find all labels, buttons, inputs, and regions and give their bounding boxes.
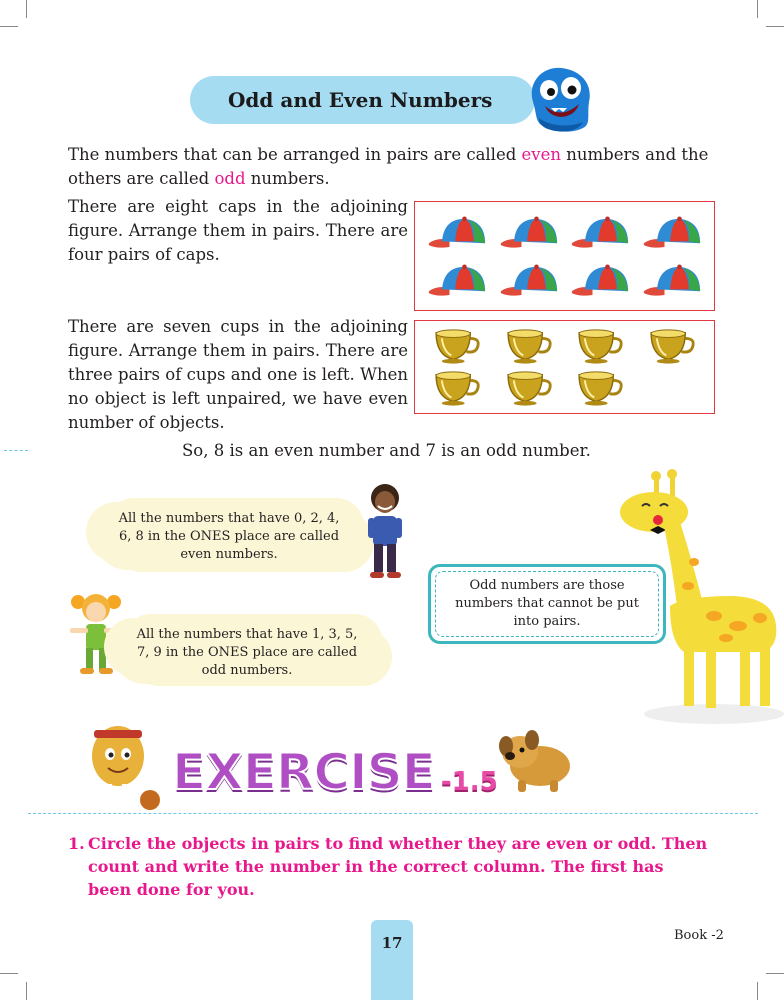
odd-definition-text: Odd numbers are those numbers that cannot be put into pairs. (455, 578, 639, 629)
even-rule-text: All the numbers that have 0, 2, 4, 6, 8 in the ONES place are called even numbers. (118, 511, 340, 562)
cap-icon (427, 261, 487, 299)
question-number: 1. (68, 834, 85, 853)
cap-icon (570, 213, 630, 251)
crop-mark-top-right-h (766, 26, 784, 27)
cap-icon (499, 261, 559, 299)
odd-rule-text: All the numbers that have 1, 3, 5, 7, 9 in the ONES place are called odd numbers. (136, 627, 358, 678)
cups-figure (414, 320, 715, 414)
exercise-number: -1.5 (440, 767, 498, 797)
exercise-heading (172, 732, 498, 802)
giraffe-character-icon (614, 466, 784, 726)
odd-keyword: odd (214, 169, 246, 188)
even-rule-bubble (94, 502, 364, 570)
intro-text-3: numbers. (245, 169, 330, 188)
cup-icon (575, 369, 625, 407)
cup-icon (575, 327, 625, 365)
page-number-tab (371, 920, 413, 1000)
crop-mark-bottom-left (26, 982, 27, 1000)
blue-blob-mascot-icon (525, 62, 595, 134)
exercise-divider (28, 813, 758, 814)
cap-icon (642, 261, 702, 299)
cup-icon (504, 327, 554, 365)
cup-icon (647, 327, 697, 365)
intro-text-1: The numbers that can be arranged in pairs are called (68, 145, 522, 164)
cap-icon (642, 213, 702, 251)
dog-character-icon (496, 726, 576, 796)
cup-icon (432, 327, 482, 365)
cup-icon (504, 369, 554, 407)
exercise-question-1 (68, 832, 708, 901)
crop-mark-bottom-left-h (0, 973, 18, 974)
page-title (190, 76, 535, 124)
crop-mark-bottom-right (757, 982, 758, 1000)
boy-character-icon (360, 480, 410, 580)
odd-rule-bubble (112, 618, 382, 684)
cups-grid (421, 325, 708, 409)
cap-icon (427, 213, 487, 251)
crop-mark-top-left (26, 0, 27, 18)
intro-text-2: numbers and the others are called (68, 145, 709, 188)
caps-grid (421, 208, 708, 304)
cap-icon (499, 213, 559, 251)
potato-character-icon (84, 712, 164, 812)
caps-paragraph: There are eight caps in the adjoining figure. Arrange them in pairs. There are four pairs of caps. (68, 197, 408, 264)
cup-icon (432, 369, 482, 407)
left-margin-dash (4, 450, 28, 451)
crop-mark-bottom-right-h (766, 973, 784, 974)
book-label: Book -2 (674, 928, 724, 943)
even-keyword: even (521, 145, 562, 164)
exercise-word: EXERCISE (172, 743, 435, 801)
cap-icon (570, 261, 630, 299)
cups-paragraph: There are seven cups in the adjoining figure. Arrange them in pairs. There are three pairs of cups and one is left. When no object is left unpaired, we have even number of objects. (68, 317, 408, 432)
crop-mark-top-right (757, 0, 758, 18)
crop-mark-top-left-h (0, 26, 18, 27)
conclusion-text: So, 8 is an even number and 7 is an odd number. (182, 441, 591, 460)
question-text: Circle the objects in pairs to find whether they are even or odd. Then count and write the number in the correct column. The first has been done for you. (88, 834, 708, 899)
page-number: 17 (381, 934, 403, 952)
page-title-text: Odd and Even Numbers (228, 88, 493, 112)
intro-paragraph (68, 143, 718, 191)
caps-figure (414, 201, 715, 311)
